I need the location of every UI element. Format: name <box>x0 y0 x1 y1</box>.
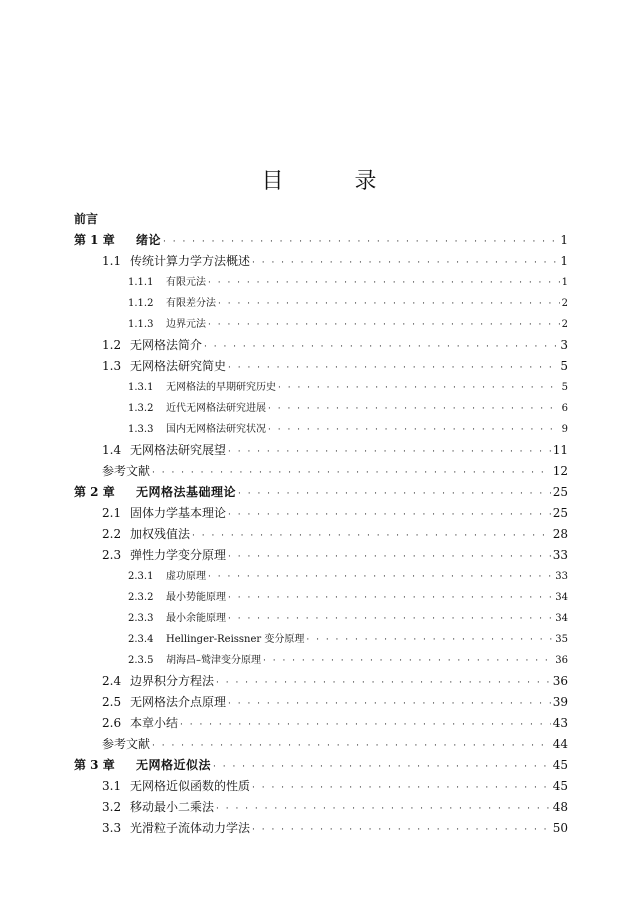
toc-entry-number: 3.2 <box>102 800 122 814</box>
dot-leader <box>228 447 551 457</box>
dot-leader <box>152 468 551 478</box>
toc-section[interactable] <box>74 504 568 525</box>
toc-entry-number: 第 3 章 <box>74 758 115 772</box>
toc-section[interactable] <box>74 252 568 273</box>
dot-leader <box>228 363 558 373</box>
dot-leader <box>228 614 553 624</box>
toc-entry-title: 无网格法介点原理 <box>130 695 227 709</box>
toc-subsection[interactable] <box>74 294 568 315</box>
dot-leader <box>208 572 553 582</box>
toc-entry-title: 移动最小二乘法 <box>130 800 215 814</box>
dot-leader <box>268 404 560 414</box>
toc-page-number: 2 <box>561 319 568 330</box>
toc-entry-number: 1.1.2 <box>128 298 154 309</box>
dot-leader <box>216 804 551 814</box>
dot-leader <box>252 258 558 268</box>
toc-page-number: 6 <box>561 403 568 414</box>
toc-section[interactable] <box>74 798 568 819</box>
toc-references[interactable] <box>74 462 568 483</box>
toc-page-number: 25 <box>552 485 568 499</box>
toc-chapter[interactable] <box>74 756 568 777</box>
toc-subsection[interactable] <box>74 609 568 630</box>
toc-entry-number: 2.1 <box>102 506 122 520</box>
dot-leader <box>208 278 560 288</box>
toc-preface[interactable] <box>74 210 568 231</box>
toc-page-number: 25 <box>552 506 568 520</box>
toc-section[interactable] <box>74 357 568 378</box>
toc-subsection[interactable] <box>74 399 568 420</box>
toc-page-number: 33 <box>552 548 568 562</box>
toc-section[interactable] <box>74 336 568 357</box>
toc-entry-number: 1.1.1 <box>128 277 154 288</box>
toc-page-number: 1 <box>561 277 568 288</box>
toc-entry-title: 弹性力学变分原理 <box>130 548 227 562</box>
toc-page-number: 34 <box>555 592 568 603</box>
toc-section[interactable] <box>74 693 568 714</box>
toc-entry-number: 2.5 <box>102 695 122 709</box>
toc-entry-title: 近代无网格法研究进展 <box>166 403 266 414</box>
dot-leader <box>180 720 551 730</box>
toc-entry-title: 参考文献 <box>102 737 151 751</box>
toc-page-number: 39 <box>552 695 568 709</box>
toc-references[interactable] <box>74 735 568 756</box>
toc-entry-title: Hellinger-Reissner 变分原理 <box>166 634 305 645</box>
toc-entry-title: 加权残值法 <box>130 527 191 541</box>
toc-page-number: 36 <box>555 655 568 666</box>
toc-page-number: 1 <box>560 233 568 247</box>
toc-page-number: 43 <box>552 716 568 730</box>
dot-leader <box>238 489 551 499</box>
dot-leader <box>252 825 551 835</box>
toc-entry-number: 1.3.3 <box>128 424 154 435</box>
toc-subsection[interactable] <box>74 378 568 399</box>
toc-subsection[interactable] <box>74 420 568 441</box>
dot-leader <box>163 237 558 247</box>
toc-page-number: 35 <box>555 634 568 645</box>
dot-leader <box>228 699 551 709</box>
toc-entry-title: 无网格法简介 <box>130 338 203 352</box>
toc-entry-number: 1.2 <box>102 338 122 352</box>
toc-page-number: 45 <box>552 758 568 772</box>
toc-entry-number: 1.4 <box>102 443 122 457</box>
toc-page-number: 34 <box>555 613 568 624</box>
toc-entry-number: 2.3.5 <box>128 655 154 666</box>
page-title: 目 录 <box>261 169 409 194</box>
toc-entry-title: 有限元法 <box>166 277 206 288</box>
toc-entry-title: 国内无网格法研究状况 <box>166 424 266 435</box>
toc-entry-number: 3.3 <box>102 821 122 835</box>
toc-page-number: 3 <box>560 338 568 352</box>
dot-leader <box>216 678 551 688</box>
toc-entry-title: 无网格法研究简史 <box>130 359 227 373</box>
toc-page-number: 33 <box>555 571 568 582</box>
toc-section[interactable] <box>74 441 568 462</box>
toc-page-number: 44 <box>552 737 568 751</box>
toc-entry-number: 2.3.3 <box>128 613 154 624</box>
toc-page-number: 50 <box>552 821 568 835</box>
toc-subsection[interactable] <box>74 567 568 588</box>
toc-subsection[interactable] <box>74 315 568 336</box>
toc-entry-title: 传统计算力学方法概述 <box>130 254 251 268</box>
toc-page-number: 5 <box>561 382 568 393</box>
dot-leader <box>228 510 551 520</box>
toc-entry-title: 最小余能原理 <box>166 613 226 624</box>
toc-section[interactable] <box>74 714 568 735</box>
dot-leader <box>252 783 551 793</box>
toc-entry-title: 无网格法的早期研究历史 <box>166 382 276 393</box>
toc-chapter[interactable] <box>74 231 568 252</box>
toc-page-number: 12 <box>552 464 568 478</box>
toc-entry-title: 无网格法基础理论 <box>136 485 237 499</box>
toc-section[interactable] <box>74 672 568 693</box>
toc-entry-title: 固体力学基本理论 <box>130 506 227 520</box>
toc-subsection[interactable] <box>74 588 568 609</box>
toc-section[interactable] <box>74 777 568 798</box>
toc-page-number: 5 <box>560 359 568 373</box>
toc-entry-title: 边界积分方程法 <box>130 674 215 688</box>
toc-entry-number: 1.3 <box>102 359 122 373</box>
dot-leader <box>152 741 551 751</box>
toc-page-number: 45 <box>552 779 568 793</box>
toc-section[interactable] <box>74 546 568 567</box>
toc-entry-title: 无网格法研究展望 <box>130 443 227 457</box>
dot-leader <box>208 320 560 330</box>
toc-entry-number: 1.1.3 <box>128 319 154 330</box>
toc-chapter[interactable] <box>74 483 568 504</box>
toc-entry-number: 1.1 <box>102 254 122 268</box>
toc-entry-title: 虚功原理 <box>166 571 206 582</box>
toc-entry-title: 最小势能原理 <box>166 592 226 603</box>
dot-leader <box>228 593 553 603</box>
toc-entry-number: 2.2 <box>102 527 122 541</box>
toc-subsection[interactable] <box>74 273 568 294</box>
toc-entry-title: 无网格近似法 <box>136 758 212 772</box>
toc-subsection[interactable] <box>74 651 568 672</box>
toc-entry-number: 2.3 <box>102 548 122 562</box>
toc-entry-title: 绪论 <box>136 233 162 247</box>
toc-entry-title: 有限差分法 <box>166 298 216 309</box>
toc-page-number: 1 <box>560 254 568 268</box>
toc-entry-number: 第 2 章 <box>74 485 115 499</box>
toc-subsection[interactable] <box>74 630 568 651</box>
dot-leader <box>192 531 551 541</box>
dot-leader <box>213 762 551 772</box>
dot-leader <box>278 383 560 393</box>
toc-page-number: 9 <box>561 424 568 435</box>
toc-entry-title: 参考文献 <box>102 464 151 478</box>
toc-entry-title: 无网格近似函数的性质 <box>130 779 251 793</box>
toc-page-number: 48 <box>552 800 568 814</box>
toc-entry-number: 3.1 <box>102 779 122 793</box>
toc-entry-number: 2.6 <box>102 716 122 730</box>
toc-page-number: 28 <box>552 527 568 541</box>
toc-page-number: 2 <box>561 298 568 309</box>
dot-leader <box>268 425 560 435</box>
toc-section[interactable] <box>74 819 568 840</box>
toc-entry-title: 前言 <box>74 212 99 226</box>
toc-entry-number: 1.3.1 <box>128 382 154 393</box>
toc-entry-title: 光滑粒子流体动力学法 <box>130 821 251 835</box>
toc-entry-number: 1.3.2 <box>128 403 154 414</box>
toc-entry-number: 2.3.2 <box>128 592 154 603</box>
dot-leader <box>306 635 553 645</box>
dot-leader <box>263 656 553 666</box>
toc-entry-title: 本章小结 <box>130 716 179 730</box>
toc-entry-number: 第 1 章 <box>74 233 115 247</box>
toc-entry-title: 边界元法 <box>166 319 206 330</box>
toc-page-number: 11 <box>552 443 568 457</box>
dot-leader <box>228 552 551 562</box>
table-of-contents <box>74 210 568 840</box>
toc-list <box>74 231 568 840</box>
dot-leader <box>218 299 560 309</box>
toc-entry-number: 2.3.1 <box>128 571 154 582</box>
toc-page-number: 36 <box>552 674 568 688</box>
toc-section[interactable] <box>74 525 568 546</box>
toc-entry-title: 胡海昌–鹫津变分原理 <box>166 655 261 666</box>
dot-leader <box>204 342 558 352</box>
toc-entry-number: 2.4 <box>102 674 122 688</box>
toc-entry-number: 2.3.4 <box>128 634 154 645</box>
